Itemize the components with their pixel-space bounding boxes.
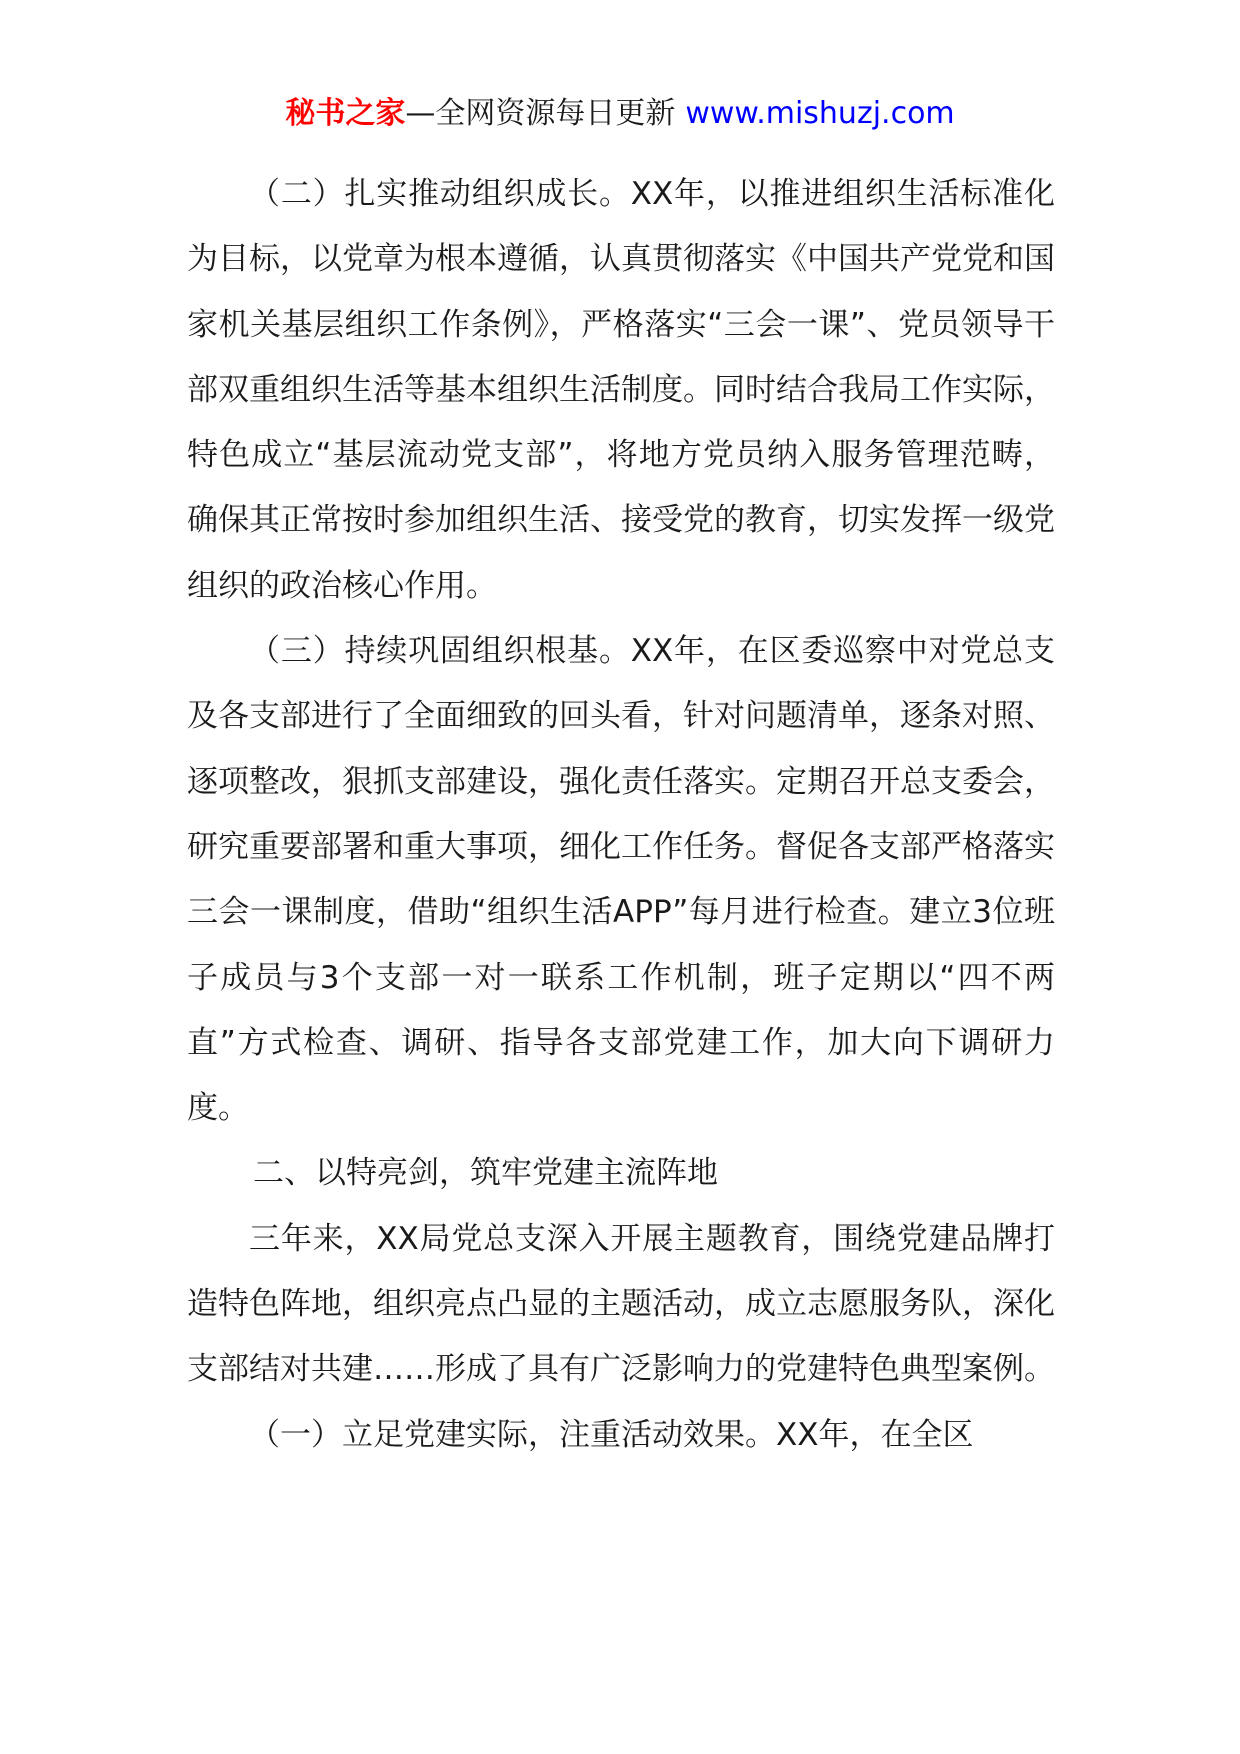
- section-heading: 二、以特亮剑，筑牢党建主流阵地: [253, 1155, 718, 1192]
- site-url-link[interactable]: www.mishuzj.com: [685, 96, 955, 131]
- brand-name: 秘书之家: [285, 96, 406, 131]
- paragraph-subsection-1: （一）立足党建实际，注重活动效果。XX年，在全区: [249, 1416, 974, 1453]
- document-body: [187, 162, 1055, 1468]
- paragraph-section-3: （三）持续巩固组织根基。XX年，在区委巡察中对党总支及各支部进行了全面细致的回头看，针对问题清单，逐条对照、逐项整改，狠抓支部建设，强化责任落实。定期召开总支委会，研究重要部署和重大事项，细化工作任务。督促各支部严格落实三会一课制度，借助“组织生活APP”每月进行检查。建立3位班子成员与3个支部一对一联系工作机制，班子定期以“四不两直”方式检查、调研、指导各支部党建工作，加大向下调研力度。: [187, 633, 1055, 1127]
- header-slogan: —全网资源每日更新: [405, 96, 676, 131]
- paragraph-section-2: （二）扎实推动组织成长。XX年，以推进组织生活标准化为目标，以党章为根本遵循，认真贯彻落实《中国共产党党和国家机关基层组织工作条例》，严格落实“三会一课”、党员领导干部双重组织生活等基本组织生活制度。同时结合我局工作实际，特色成立“基层流动党支部”，将地方党员纳入服务管理范畴，确保其正常按时参加组织生活、接受党的教育，切实发挥一级党组织的政治核心作用。: [187, 176, 1055, 604]
- paragraph-intro: 三年来，XX局党总支深入开展主题教育，围绕党建品牌打造特色阵地，组织亮点凸显的主题活动，成立志愿服务队，深化支部结对共建……形成了具有广泛影响力的党建特色典型案例。: [187, 1220, 1055, 1388]
- watermark-header: [0, 92, 1240, 136]
